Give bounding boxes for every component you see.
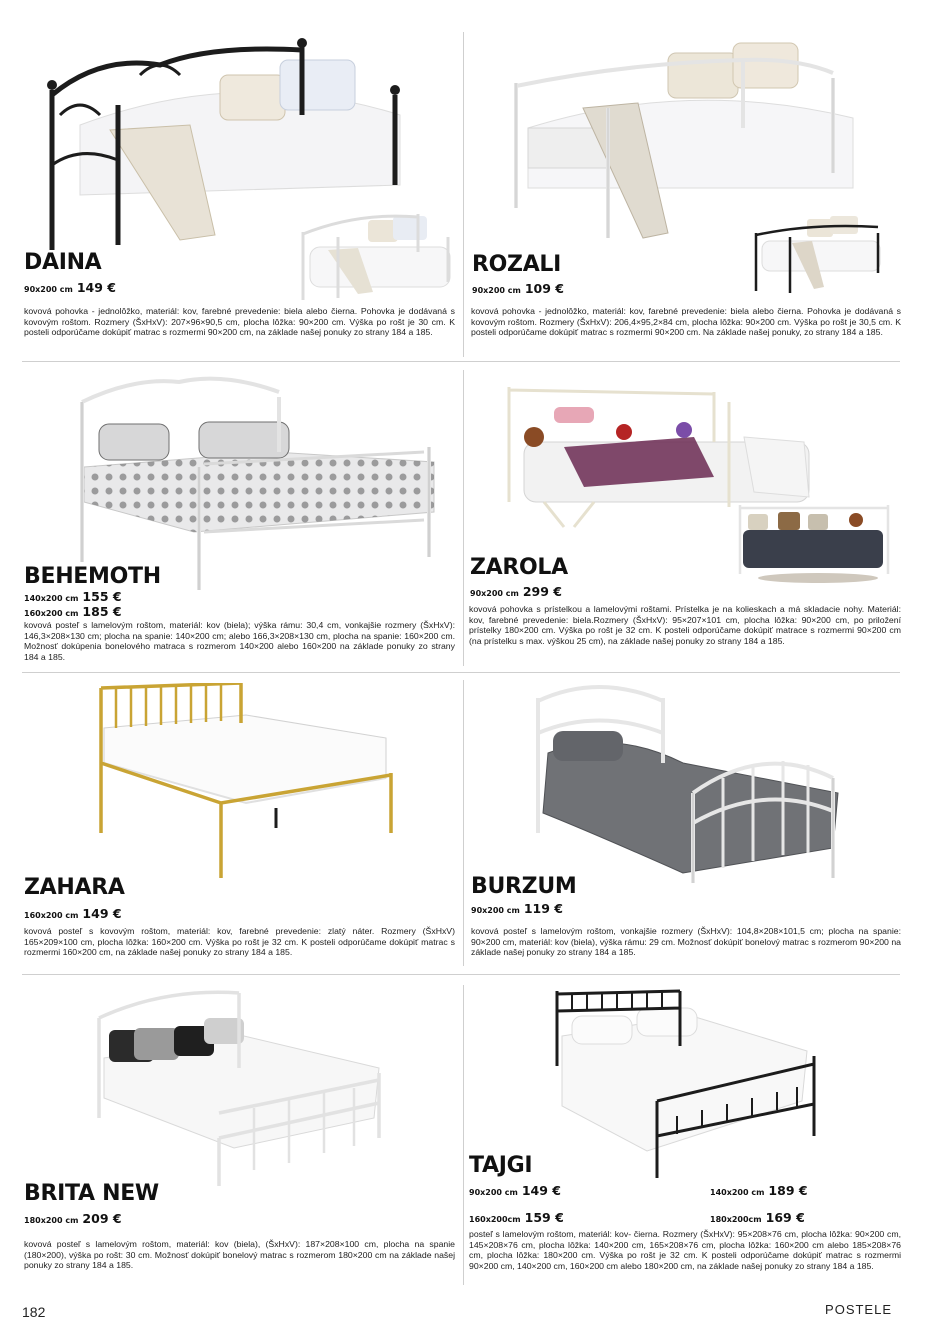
- zarola-sofa-mode-image: [738, 500, 890, 584]
- size-label: 160x200 cm: [24, 911, 79, 920]
- price-line: [24, 277, 116, 296]
- product-name: BRITA NEW: [24, 1181, 159, 1206]
- price-line: [710, 1207, 805, 1226]
- tajgi-bed-image: [552, 986, 820, 1178]
- product-description: kovová posteľ s lamelovým roštom, materiál: kov (biela); výška rámu: 30,4 cm, vonkajšie rozmery (ŠxHxV): 146,3×208×130 cm; plocha na spanie: 140×200 cm; alebo 166,3×208×130 cm, plocha na spanie: 160×200 cm. Možnosť dokúpenia bonelového matraca s rozmerom 140×200 alebo 160×200 na základe ponuky zo strany 184 a 185.: [24, 620, 455, 662]
- page-category: POSTELE: [825, 1302, 892, 1317]
- price-value: 159 €: [524, 1210, 564, 1225]
- product-description: kovová pohovka s prístelkou a lamelovými roštami. Prístelka je na kolieskach a má skladacie nohy. Materiál: kov, farebné prevedenie: biela.Rozmery (ŠxHxV): 95×207×101 cm, plocha lôžka: 90×200 cm, po priložení prístelky 180×200 cm. Výška po rošt je 32 cm. K posteli odporúčame dokúpiť matrace s rozmermi 90×200 cm (na prístelku s max. výškou 25 cm), na základe našej ponuky zo strany 184 a 185.: [469, 604, 901, 646]
- price-value: 109 €: [524, 281, 565, 296]
- price-line: [472, 278, 564, 297]
- size-label: 90x200 cm: [472, 286, 521, 295]
- price-line: [469, 1207, 564, 1226]
- price-value: 299 €: [522, 584, 563, 599]
- daina-white-variant-image: [298, 212, 456, 302]
- product-description: kovová pohovka - jednolôžko, materiál: kov, farebné prevedenie: biela alebo čierna. Pohovka je dodávaná s kovovým roštom. Rozmery (ŠxHxV): 207×96×90,5 cm, plocha lôžka: 90×200 cm. Výška po rošt je 30 cm. K posteli odporúčame dokúpiť matrac s rozmermi 90×200 cm, na základe našej ponuky zo strany 184 a 185.: [24, 306, 455, 338]
- price-value: 189 €: [768, 1183, 808, 1198]
- column-divider: [463, 370, 464, 666]
- row-divider: [22, 361, 900, 362]
- price-value: 209 €: [82, 1211, 122, 1226]
- price-line: [24, 1208, 122, 1227]
- product-description: kovová posteľ s lamelovým roštom, materiál: kov (biela), (ŠxHxV): 187×208×100 cm, plocha na spanie (180×200), výška po rošt: 30 cm. Možnosť dokúpiť bonelový matrac s rozmerom 180×200 cm na základe našej ponuky zo strany 184 a 185.: [24, 1239, 455, 1271]
- size-label: 90x200 cm: [470, 589, 519, 598]
- column-divider: [463, 32, 464, 357]
- size-label: 180x200cm: [710, 1215, 762, 1224]
- burzum-bed-image: [533, 683, 845, 883]
- product-description: kovová posteľ s kovovým roštom, materiál: kov, farebné prevedenie: zlatý náter. Rozmery (ŠxHxV) 165×209×100 cm, plocha lôžka: 160×200 cm. Výška po rošt je 32 cm. K posteli odporúčame dokúpiť matrac s rozmermi 160×200 cm, na základe našej ponuky zo strany 184 a 185.: [24, 926, 455, 958]
- size-label: 90x200 cm: [24, 285, 73, 294]
- page-number: 182: [22, 1304, 46, 1320]
- product-name: BEHEMOTH: [24, 564, 161, 589]
- rozali-black-variant-image: [752, 213, 884, 293]
- product-description: kovová posteľ s lamelovým roštom, vonkajšie rozmery (ŠxHxV): 104,8×208×101,5 cm; plocha na spanie: 90×200 cm, materiál: kov (biela), výška rámu: 29 cm. Možnosť dokúpiť bonelový matrac s rozmerom 90×200 na základe našej ponuky zo strany 184 a 185.: [471, 926, 901, 958]
- row-divider: [22, 672, 900, 673]
- brita-new-bed-image: [94, 988, 384, 1186]
- row-divider: [22, 974, 900, 975]
- product-name: ROZALI: [472, 252, 562, 277]
- price-line: [470, 581, 562, 600]
- price-value: 149 €: [521, 1183, 562, 1198]
- size-label: 140x200 cm: [24, 594, 79, 603]
- product-name: BURZUM: [471, 874, 577, 899]
- price-line: [710, 1180, 808, 1199]
- size-label: 180x200 cm: [24, 1216, 79, 1225]
- price-line: [24, 903, 122, 922]
- size-label: 160x200cm: [469, 1215, 521, 1224]
- price-line: [471, 898, 563, 917]
- price-value: 149 €: [82, 906, 122, 921]
- product-name: ZAROLA: [470, 555, 568, 580]
- product-name: TAJGI: [469, 1153, 533, 1178]
- column-divider: [463, 985, 464, 1285]
- price-value: 119 €: [523, 901, 564, 916]
- column-divider: [463, 680, 464, 966]
- product-name: ZAHARA: [24, 875, 125, 900]
- price-line: [469, 1180, 561, 1199]
- size-label: 140x200 cm: [710, 1188, 765, 1197]
- price-value: 169 €: [765, 1210, 805, 1225]
- product-description: posteľ s lamelovým roštom, materiál: kov- čierna. Rozmery (ŠxHxV): 95×208×76 cm, plocha lôžka: 90×200 cm, 145×208×76 cm, plocha lôžka: 140×200 cm, 165×208×76 cm, plocha lôžka: 160×200 cm alebo 185×208×76 cm, plocha lôžka: 180×200 cm. Výška po rošt je 32 cm. K posteli odporúčame dokúpiť matrac s rozmermi 90×200 cm, 140×200 cm, 160×200 cm alebo 180×200 cm, na základe našej ponuky zo strany 184 a 185.: [469, 1229, 901, 1271]
- zahara-bed-image: [96, 683, 398, 878]
- size-label: 90x200 cm: [471, 906, 520, 915]
- behemoth-bed-image: [74, 372, 439, 590]
- price-value: 185 €: [82, 604, 122, 619]
- price-line: [24, 601, 122, 620]
- product-name: DAINA: [24, 250, 102, 275]
- price-value: 149 €: [76, 280, 117, 295]
- size-label: 90x200 cm: [469, 1188, 518, 1197]
- size-label: 160x200 cm: [24, 609, 79, 618]
- price-value: 155 €: [82, 589, 122, 604]
- product-description: kovová pohovka - jednolôžko, materiál: kov, farebné prevedenie: biela alebo čierna. Pohovka je dodávaná s kovovým roštom. Rozmery (ŠxHxV): 206,4×95,2×84 cm, plocha lôžka: 90×200 cm. Výška po rošt je 30,5 cm. K posteli odporúčame dokúpiť matrac s rozmermi 90×200 cm. Na základe našej ponuky, zo strany 184 a 185.: [471, 306, 901, 338]
